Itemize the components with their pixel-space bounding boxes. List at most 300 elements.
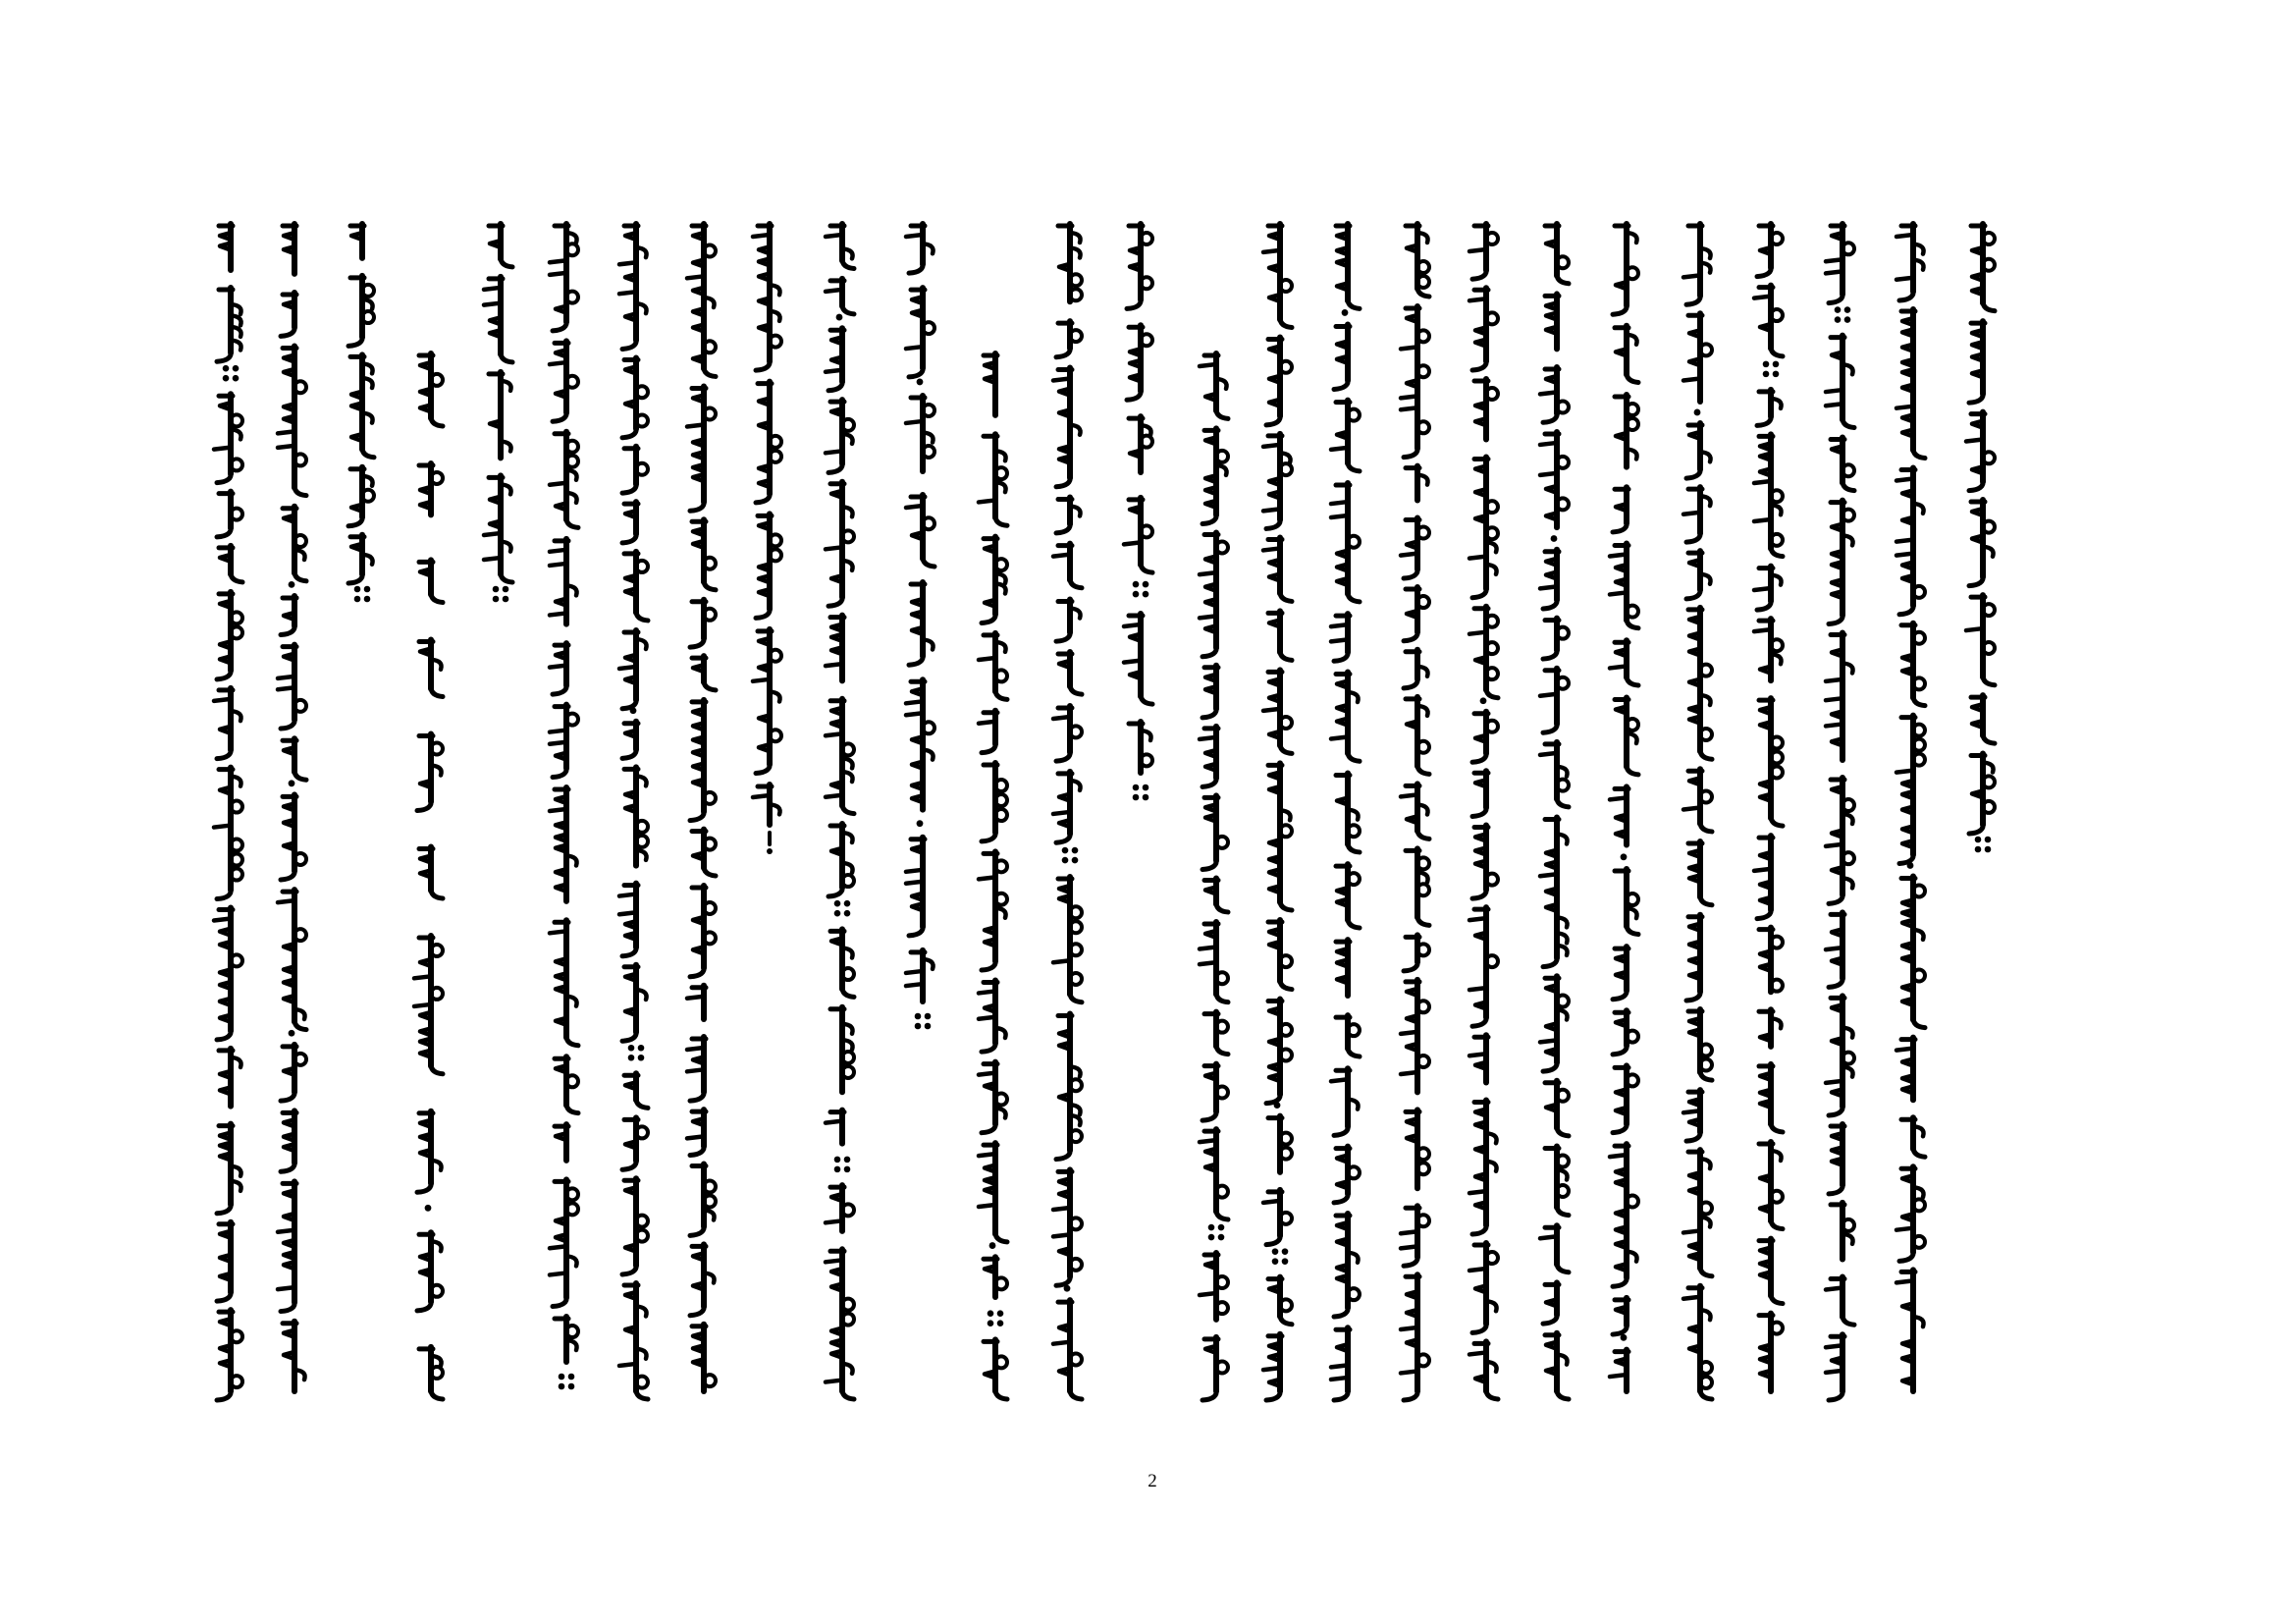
glyph-stroke <box>995 893 1007 905</box>
glyph-stroke <box>1263 509 1280 511</box>
text-column <box>414 353 443 1399</box>
glyph-stroke <box>842 804 854 814</box>
glyph-stroke <box>1348 1047 1360 1056</box>
stop-dot <box>1763 361 1770 368</box>
glyph-stroke <box>1771 1294 1783 1304</box>
glyph-stroke <box>348 572 362 583</box>
stop-dot <box>223 375 230 382</box>
stop-dot <box>915 1023 922 1030</box>
glyph-stroke <box>1486 501 1498 513</box>
glyph-stroke <box>1969 392 1983 403</box>
comma-mark <box>1064 1285 1071 1292</box>
glyph-stroke <box>704 580 716 590</box>
exclamation-dot <box>767 848 773 854</box>
full-stop-mark <box>1133 581 1149 598</box>
glyph-stroke <box>1401 407 1417 409</box>
glyph-stroke <box>484 558 501 560</box>
glyph-stroke <box>1557 1389 1569 1399</box>
glyph-stroke <box>1200 1293 1216 1295</box>
glyph-stroke <box>231 954 242 966</box>
glyph-stroke <box>1070 330 1082 342</box>
glyph-stroke <box>1557 627 1569 639</box>
glyph-stroke <box>1842 481 1854 491</box>
glyph-stroke <box>1401 1072 1417 1074</box>
script-word <box>1686 915 1702 1001</box>
glyph-stroke <box>842 419 854 431</box>
glyph-stroke <box>1404 1389 1417 1400</box>
glyph-stroke <box>1540 694 1557 696</box>
stop-dot <box>1072 847 1079 854</box>
script-word <box>1540 367 1569 422</box>
script-word <box>826 279 854 314</box>
glyph-stroke <box>909 654 923 665</box>
script-word <box>1615 326 1638 383</box>
script-word <box>281 293 296 336</box>
glyph-stroke <box>1486 388 1498 400</box>
glyph-stroke <box>1280 650 1292 660</box>
script-word <box>1688 841 1712 905</box>
stop-dot <box>233 375 240 382</box>
glyph-stroke <box>1417 944 1429 955</box>
text-column <box>1401 224 1429 1400</box>
script-word <box>1610 786 1629 844</box>
glyph-stroke <box>1842 1219 1854 1231</box>
glyph-stroke <box>826 1220 842 1222</box>
glyph-stroke <box>622 1159 636 1169</box>
glyph-stroke <box>1404 677 1417 688</box>
script-word <box>417 1232 443 1311</box>
glyph-stroke <box>1053 812 1070 814</box>
glyph-stroke <box>1280 1315 1292 1325</box>
glyph-stroke <box>1683 808 1700 810</box>
glyph-stroke <box>1771 766 1783 778</box>
glyph-stroke <box>1216 541 1228 553</box>
glyph-stroke <box>1216 451 1228 462</box>
glyph-stroke <box>1348 1024 1360 1036</box>
glyph-stroke <box>1826 698 1842 700</box>
text-column <box>1331 224 1360 1400</box>
glyph-stroke <box>217 526 231 537</box>
glyph-stroke <box>1983 801 1995 813</box>
glyph-stroke <box>1053 555 1070 557</box>
glyph-stroke <box>1683 1110 1700 1112</box>
script-word <box>419 847 443 898</box>
script-word <box>1610 543 1638 627</box>
script-word <box>690 700 716 821</box>
stop-dot <box>915 1013 922 1020</box>
glyph-stroke <box>982 831 995 841</box>
script-word <box>1331 483 1360 602</box>
stop-dot <box>1133 581 1140 588</box>
stop-dot <box>223 365 230 372</box>
glyph-stroke <box>1899 290 1913 300</box>
script-word <box>217 1222 233 1301</box>
glyph-stroke <box>1829 893 1842 903</box>
stop-dot <box>1218 1224 1225 1231</box>
glyph-stroke <box>1417 1056 1429 1067</box>
glyph-stroke <box>1053 717 1070 719</box>
glyph-stroke <box>1627 1031 1638 1043</box>
comma-mark <box>1694 409 1701 416</box>
glyph-stroke <box>1469 249 1486 251</box>
glyph-stroke <box>756 492 770 503</box>
glyph-stroke <box>1557 780 1569 791</box>
glyph-stroke <box>1842 417 1854 427</box>
text-column <box>906 224 934 1029</box>
script-word <box>1263 670 1292 753</box>
glyph-stroke <box>687 425 704 427</box>
script-word <box>489 224 512 267</box>
script-word <box>281 596 296 635</box>
script-word <box>984 1257 1007 1297</box>
glyph-stroke <box>1053 960 1070 962</box>
glyph-stroke <box>826 795 842 797</box>
text-column <box>687 224 716 1391</box>
text-column <box>278 224 306 1391</box>
stop-dot <box>834 1157 841 1164</box>
script-word <box>1615 869 1638 934</box>
glyph-stroke <box>1053 1208 1070 1210</box>
glyph-stroke <box>1826 1288 1842 1290</box>
glyph-stroke <box>906 701 923 703</box>
script-word <box>1331 673 1360 762</box>
glyph-stroke <box>1826 679 1842 681</box>
glyph-stroke <box>1700 1362 1712 1374</box>
script-word <box>550 341 578 421</box>
script-word <box>1401 980 1429 1092</box>
script-word <box>1969 321 1985 403</box>
glyph-stroke <box>756 763 770 774</box>
glyph-stroke <box>1070 1353 1082 1365</box>
glyph-stroke <box>1686 990 1700 1001</box>
glyph-stroke <box>1202 1110 1216 1120</box>
glyph-stroke <box>281 1301 294 1312</box>
glyph-stroke <box>1486 874 1498 886</box>
glyph-stroke <box>566 1036 578 1046</box>
script-word <box>1336 1015 1360 1056</box>
script-word <box>1129 416 1152 472</box>
glyph-stroke <box>1913 739 1925 751</box>
glyph-stroke <box>1557 797 1569 807</box>
script-word <box>419 353 443 426</box>
glyph-stroke <box>566 292 578 303</box>
glyph-stroke <box>770 436 781 448</box>
glyph-stroke <box>501 572 512 582</box>
glyph-stroke <box>1610 797 1627 799</box>
script-word <box>906 679 934 809</box>
script-word <box>283 1322 305 1391</box>
stop-dot <box>503 586 509 593</box>
glyph-stroke <box>1627 404 1638 415</box>
script-word <box>1759 1314 1783 1391</box>
stop-dot <box>364 586 371 593</box>
script-word <box>1334 325 1350 390</box>
glyph-stroke <box>1331 1378 1348 1380</box>
glyph-stroke <box>1141 436 1152 448</box>
glyph-stroke <box>1842 464 1854 476</box>
script-word <box>550 432 578 528</box>
script-word <box>826 616 844 681</box>
glyph-stroke <box>995 515 1007 525</box>
glyph-stroke <box>1686 1130 1700 1141</box>
glyph-stroke <box>1771 816 1783 826</box>
glyph-stroke <box>1540 1040 1557 1042</box>
glyph-stroke <box>636 561 648 572</box>
glyph-stroke <box>1757 414 1771 425</box>
script-word <box>1336 774 1360 852</box>
glyph-stroke <box>1826 1081 1842 1083</box>
glyph-stroke <box>753 795 770 797</box>
stop-dot <box>997 1320 1004 1326</box>
glyph-stroke <box>1216 972 1228 984</box>
script-word <box>217 288 241 361</box>
glyph-stroke <box>431 1285 443 1297</box>
glyph-stroke <box>1613 989 1627 1000</box>
glyph-stroke <box>704 1375 716 1386</box>
glyph-stroke <box>1913 885 1925 896</box>
script-word <box>1056 1013 1082 1159</box>
glyph-stroke <box>566 714 578 726</box>
glyph-stroke <box>281 325 294 336</box>
script-word <box>1826 224 1854 303</box>
glyph-stroke <box>1543 722 1557 732</box>
script-word <box>550 539 577 624</box>
glyph-stroke <box>1983 259 1995 271</box>
glyph-stroke <box>906 984 923 986</box>
glyph-stroke <box>1771 639 1783 651</box>
text-column <box>619 224 648 1399</box>
glyph-stroke <box>278 1230 294 1232</box>
glyph-stroke <box>1754 519 1771 521</box>
glyph-stroke <box>1486 233 1498 244</box>
glyph-stroke <box>636 463 648 475</box>
stop-dot <box>1143 794 1149 801</box>
glyph-stroke <box>982 1041 995 1052</box>
script-word <box>1268 763 1292 910</box>
script-word <box>1200 353 1228 418</box>
glyph-stroke <box>826 451 842 453</box>
script-word <box>550 643 568 694</box>
glyph-stroke <box>1913 586 1925 598</box>
text-column <box>826 224 854 1399</box>
glyph-stroke <box>906 713 923 715</box>
stop-dot <box>1844 316 1851 323</box>
glyph-stroke <box>979 1017 995 1019</box>
glyph-stroke <box>1070 1259 1082 1271</box>
glyph-stroke <box>826 733 842 735</box>
script-word <box>1266 337 1292 424</box>
script-word <box>1404 587 1429 641</box>
glyph-stroke <box>1401 396 1417 398</box>
glyph-stroke <box>1280 900 1292 910</box>
glyph-stroke <box>294 454 306 465</box>
glyph-stroke <box>1842 852 1854 864</box>
script-word <box>1896 1166 1925 1261</box>
glyph-stroke <box>704 680 716 690</box>
glyph-stroke <box>1613 1324 1627 1334</box>
glyph-stroke <box>995 809 1007 821</box>
exclamation-mark <box>767 833 773 854</box>
script-word <box>1896 224 1924 300</box>
glyph-stroke <box>1842 1315 1854 1325</box>
script-word <box>1896 1038 1915 1101</box>
text-column <box>979 353 1007 1399</box>
glyph-stroke <box>1610 554 1627 556</box>
script-word <box>281 794 306 880</box>
script-word <box>219 224 233 270</box>
text-column <box>1200 353 1228 1400</box>
glyph-stroke <box>1754 481 1771 483</box>
script-word <box>1472 712 1498 762</box>
script-word <box>1124 614 1152 704</box>
script-word <box>1545 1333 1569 1399</box>
glyph-stroke <box>1417 596 1429 608</box>
script-word <box>417 734 443 811</box>
glyph-stroke <box>566 1203 578 1215</box>
script-word <box>1263 537 1292 601</box>
script-word <box>1053 1169 1082 1285</box>
stop-dot <box>1208 1234 1215 1241</box>
glyph-stroke <box>1829 613 1842 623</box>
script-word <box>1334 1147 1360 1203</box>
glyph-stroke <box>1216 837 1228 848</box>
glyph-stroke <box>636 386 648 398</box>
glyph-stroke <box>1280 717 1292 729</box>
glyph-stroke <box>1983 233 1995 244</box>
glyph-stroke <box>1331 515 1348 517</box>
script-word <box>484 475 512 582</box>
glyph-stroke <box>995 780 1007 791</box>
glyph-stroke <box>619 1364 636 1366</box>
glyph-stroke <box>1263 445 1280 447</box>
glyph-stroke <box>1331 624 1348 626</box>
script-word <box>1406 848 1429 925</box>
glyph-stroke <box>909 262 923 273</box>
glyph-stroke <box>1627 676 1638 685</box>
glyph-stroke <box>1280 361 1292 373</box>
script-word <box>1540 669 1569 732</box>
glyph-stroke <box>294 381 306 393</box>
glyph-stroke <box>1469 557 1486 559</box>
text-column <box>1124 224 1152 800</box>
script-word <box>1127 325 1152 400</box>
script-word <box>1540 1225 1569 1272</box>
glyph-stroke <box>1280 1148 1292 1160</box>
glyph-stroke <box>704 341 716 352</box>
glyph-stroke <box>1070 906 1082 918</box>
glyph-stroke <box>704 558 716 569</box>
stop-dot <box>1773 361 1780 368</box>
script-word <box>1058 224 1082 301</box>
glyph-stroke <box>1700 1267 1712 1276</box>
glyph-stroke <box>704 932 716 944</box>
glyph-stroke <box>1683 513 1700 514</box>
glyph-stroke <box>414 1004 431 1006</box>
stop-dot <box>1272 1258 1279 1265</box>
glyph-stroke <box>566 456 578 467</box>
glyph-stroke <box>826 290 842 292</box>
glyph-stroke <box>687 997 704 999</box>
glyph-stroke <box>1486 312 1498 324</box>
glyph-stroke <box>690 500 704 511</box>
stop-dot <box>1985 837 1992 843</box>
glyph-stroke <box>1826 1371 1842 1373</box>
script-word <box>1826 632 1853 760</box>
comma-mark <box>1274 1102 1281 1109</box>
script-word <box>1331 1068 1359 1135</box>
glyph-stroke <box>1472 888 1486 898</box>
script-word <box>1056 498 1081 533</box>
script-word <box>1688 1009 1712 1080</box>
glyph-stroke <box>1829 1389 1842 1400</box>
glyph-stroke <box>1472 587 1486 598</box>
glyph-stroke <box>1913 1147 1925 1157</box>
glyph-stroke <box>1913 725 1925 736</box>
script-word <box>350 224 364 258</box>
glyph-stroke <box>619 667 636 669</box>
glyph-stroke <box>979 722 995 724</box>
stop-dot <box>628 1055 635 1061</box>
glyph-stroke <box>1200 616 1216 618</box>
glyph-stroke <box>1348 461 1360 471</box>
script-word <box>1754 836 1773 918</box>
glyph-stroke <box>1348 751 1360 761</box>
script-word <box>1129 722 1152 773</box>
comma-mark <box>289 780 295 786</box>
script-word <box>909 582 934 665</box>
glyph-stroke <box>1200 737 1216 739</box>
script-word <box>219 546 242 582</box>
glyph-stroke <box>1826 947 1842 949</box>
glyph-stroke <box>1983 604 1995 616</box>
glyph-stroke <box>909 366 923 377</box>
script-word <box>217 1310 242 1400</box>
glyph-stroke <box>1331 502 1348 504</box>
glyph-stroke <box>1826 390 1842 392</box>
full-stop-mark <box>223 365 240 382</box>
glyph-stroke <box>1899 1250 1913 1261</box>
glyph-stroke <box>1771 937 1783 948</box>
glyph-stroke <box>1754 588 1771 590</box>
glyph-stroke <box>1913 449 1925 459</box>
full-stop-mark <box>559 1374 575 1390</box>
glyph-stroke <box>1983 642 1995 654</box>
stop-dot <box>354 596 361 603</box>
script-word <box>826 400 854 472</box>
script-word <box>826 482 854 606</box>
glyph-stroke <box>1417 1215 1429 1226</box>
script-word <box>1331 401 1360 471</box>
glyph-stroke <box>1202 513 1216 523</box>
glyph-stroke <box>1771 347 1783 356</box>
stop-dot <box>559 1383 565 1390</box>
glyph-stroke <box>550 260 566 262</box>
glyph-stroke <box>704 366 716 376</box>
glyph-stroke <box>553 683 566 694</box>
script-word <box>826 224 854 268</box>
full-stop-mark <box>628 1045 645 1061</box>
glyph-stroke <box>1216 1276 1228 1288</box>
glyph-stroke <box>1417 261 1429 273</box>
script-word <box>624 767 648 865</box>
glyph-stroke <box>979 991 995 993</box>
script-word <box>984 1339 1007 1399</box>
glyph-stroke <box>1280 980 1292 990</box>
glyph-stroke <box>417 1181 431 1192</box>
glyph-stroke <box>1472 268 1486 279</box>
script-word <box>1336 940 1350 996</box>
glyph-stroke <box>1983 676 1995 685</box>
